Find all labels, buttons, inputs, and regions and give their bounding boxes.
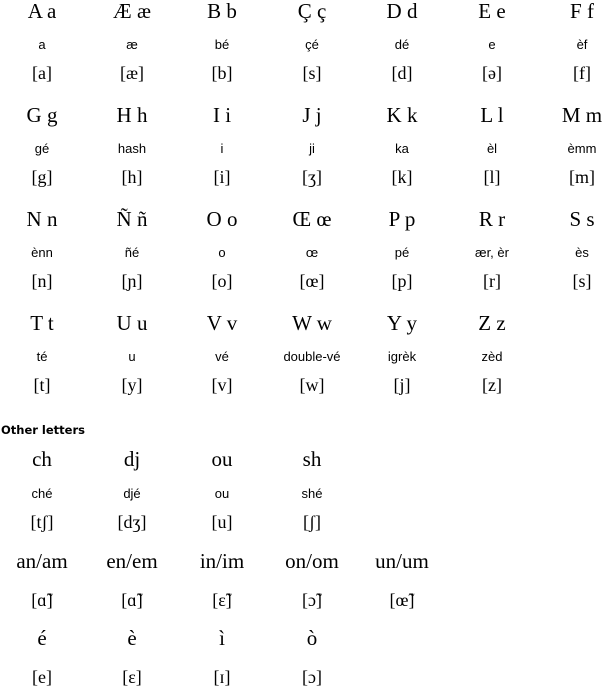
accented-ipa: [e] [32, 667, 52, 687]
letter-name: èl [486, 141, 498, 156]
letter-name: ær, èr [475, 245, 509, 260]
letter-ipa: [ʒ] [302, 167, 322, 187]
letter: L l [480, 103, 504, 127]
accented-letter: é [37, 626, 47, 650]
nasal-ipa: [ɛ̃] [212, 590, 232, 610]
letter: H h [116, 103, 148, 127]
letter: D d [386, 0, 418, 23]
letter-name: ñé [124, 245, 140, 260]
letter-ipa: [t] [33, 375, 51, 395]
letter: W w [292, 311, 332, 335]
letter: S s [569, 207, 595, 231]
letter-name: té [36, 349, 48, 364]
nasal-letters: un/um [375, 549, 429, 573]
digraph: dj [123, 447, 141, 471]
letter: V v [206, 311, 238, 335]
other-letters-heading: Other letters [1, 423, 85, 437]
digraph: sh [302, 447, 322, 471]
letter: B b [207, 0, 237, 23]
letter-ipa: [œ] [299, 271, 325, 291]
letter-name: bé [214, 37, 230, 52]
nasal-ipa: [ɔ̃] [302, 590, 322, 610]
accented-letter: è [127, 626, 137, 650]
digraph-ipa: [u] [211, 512, 233, 532]
letter-name: double-vé [283, 349, 341, 364]
letter: Ñ ñ [116, 207, 148, 231]
letter-ipa: [r] [483, 271, 501, 291]
letter: E e [478, 0, 506, 23]
nasal-letters: en/em [106, 549, 158, 573]
letter: F f [570, 0, 594, 23]
letter-name: èf [576, 37, 588, 52]
letter: I i [212, 103, 232, 127]
letter-name: dé [394, 37, 410, 52]
letter: K k [386, 103, 418, 127]
letter: Ç ç [297, 0, 327, 23]
letter: G g [26, 103, 58, 127]
letter-name: ès [575, 245, 589, 260]
letter: R r [478, 207, 506, 231]
letter: A a [27, 0, 57, 23]
letter: Œ œ [292, 207, 332, 231]
digraph-name: ou [214, 486, 230, 501]
letter-name: æ [126, 37, 138, 52]
nasal-letters: on/om [285, 549, 339, 573]
nasal-ipa: [ɑ̃] [121, 590, 143, 610]
digraph-ipa: [ʃ] [303, 512, 321, 532]
letter-ipa: [p] [391, 271, 413, 291]
letter-ipa: [a] [32, 63, 52, 83]
letter-name: hash [117, 141, 147, 156]
letter: J j [302, 103, 322, 127]
digraph-ipa: [dʒ] [117, 512, 147, 532]
letter-ipa: [f] [573, 63, 591, 83]
accented-ipa: [ɪ] [213, 667, 231, 687]
accented-ipa: [ɛ] [122, 667, 142, 687]
letter: Æ æ [113, 0, 151, 23]
letter-ipa: [ɲ] [121, 271, 143, 291]
letter-ipa: [j] [393, 375, 411, 395]
nasal-letters: in/im [199, 549, 245, 573]
letter-ipa: [h] [121, 167, 143, 187]
accented-letter: ò [306, 626, 318, 650]
letter-ipa: [m] [569, 167, 595, 187]
digraph-name: ché [31, 486, 53, 501]
letter-ipa: [l] [483, 167, 501, 187]
letter-name: èmm [567, 141, 597, 156]
letter-ipa: [b] [211, 63, 233, 83]
letter-ipa: [v] [211, 375, 233, 395]
letter: M m [561, 103, 603, 127]
letter-ipa: [g] [31, 167, 53, 187]
digraph: ou [211, 447, 233, 471]
letter-ipa: [w] [299, 375, 325, 395]
letter: T t [30, 311, 54, 335]
digraph-name: djé [123, 486, 141, 501]
accented-ipa: [ɔ] [302, 667, 322, 687]
letter-name: vé [215, 349, 229, 364]
letter-ipa: [y] [121, 375, 143, 395]
letter-ipa: [n] [31, 271, 53, 291]
letter-ipa: [d] [391, 63, 413, 83]
letter-ipa: [z] [482, 375, 502, 395]
letter-ipa: [o] [211, 271, 233, 291]
letter-name: u [128, 349, 136, 364]
letter: U u [116, 311, 148, 335]
digraph-name: shé [301, 486, 323, 501]
letter-name: çé [305, 37, 319, 52]
letter-name: igrèk [387, 349, 417, 364]
letter-name: ji [309, 141, 315, 156]
letter: O o [206, 207, 238, 231]
digraph-ipa: [tʃ] [30, 512, 54, 532]
letter-name: e [488, 37, 496, 52]
letter-name: a [38, 37, 46, 52]
letter-name: pé [394, 245, 410, 260]
accented-letter: ì [219, 626, 225, 650]
letter-ipa: [ə] [482, 63, 502, 83]
letter-name: ènn [31, 245, 53, 260]
digraph: ch [32, 447, 52, 471]
letter-name: o [218, 245, 226, 260]
letter-name: gé [34, 141, 50, 156]
letter-ipa: [s] [302, 63, 322, 83]
letter-name: œ [305, 245, 319, 260]
letter-ipa: [i] [213, 167, 231, 187]
nasal-ipa: [ɑ̃] [31, 590, 53, 610]
letter-name: i [220, 141, 224, 156]
letter: Z z [478, 311, 506, 335]
letter-name: ka [395, 141, 409, 156]
letter-ipa: [s] [572, 271, 592, 291]
nasal-ipa: [œ̃] [389, 590, 415, 610]
letter-name: zèd [481, 349, 503, 364]
letter: N n [26, 207, 58, 231]
nasal-letters: an/am [16, 549, 68, 573]
letter: Y y [386, 311, 418, 335]
letter-ipa: [æ] [120, 63, 144, 83]
letter: P p [388, 207, 416, 231]
letter-ipa: [k] [391, 167, 413, 187]
